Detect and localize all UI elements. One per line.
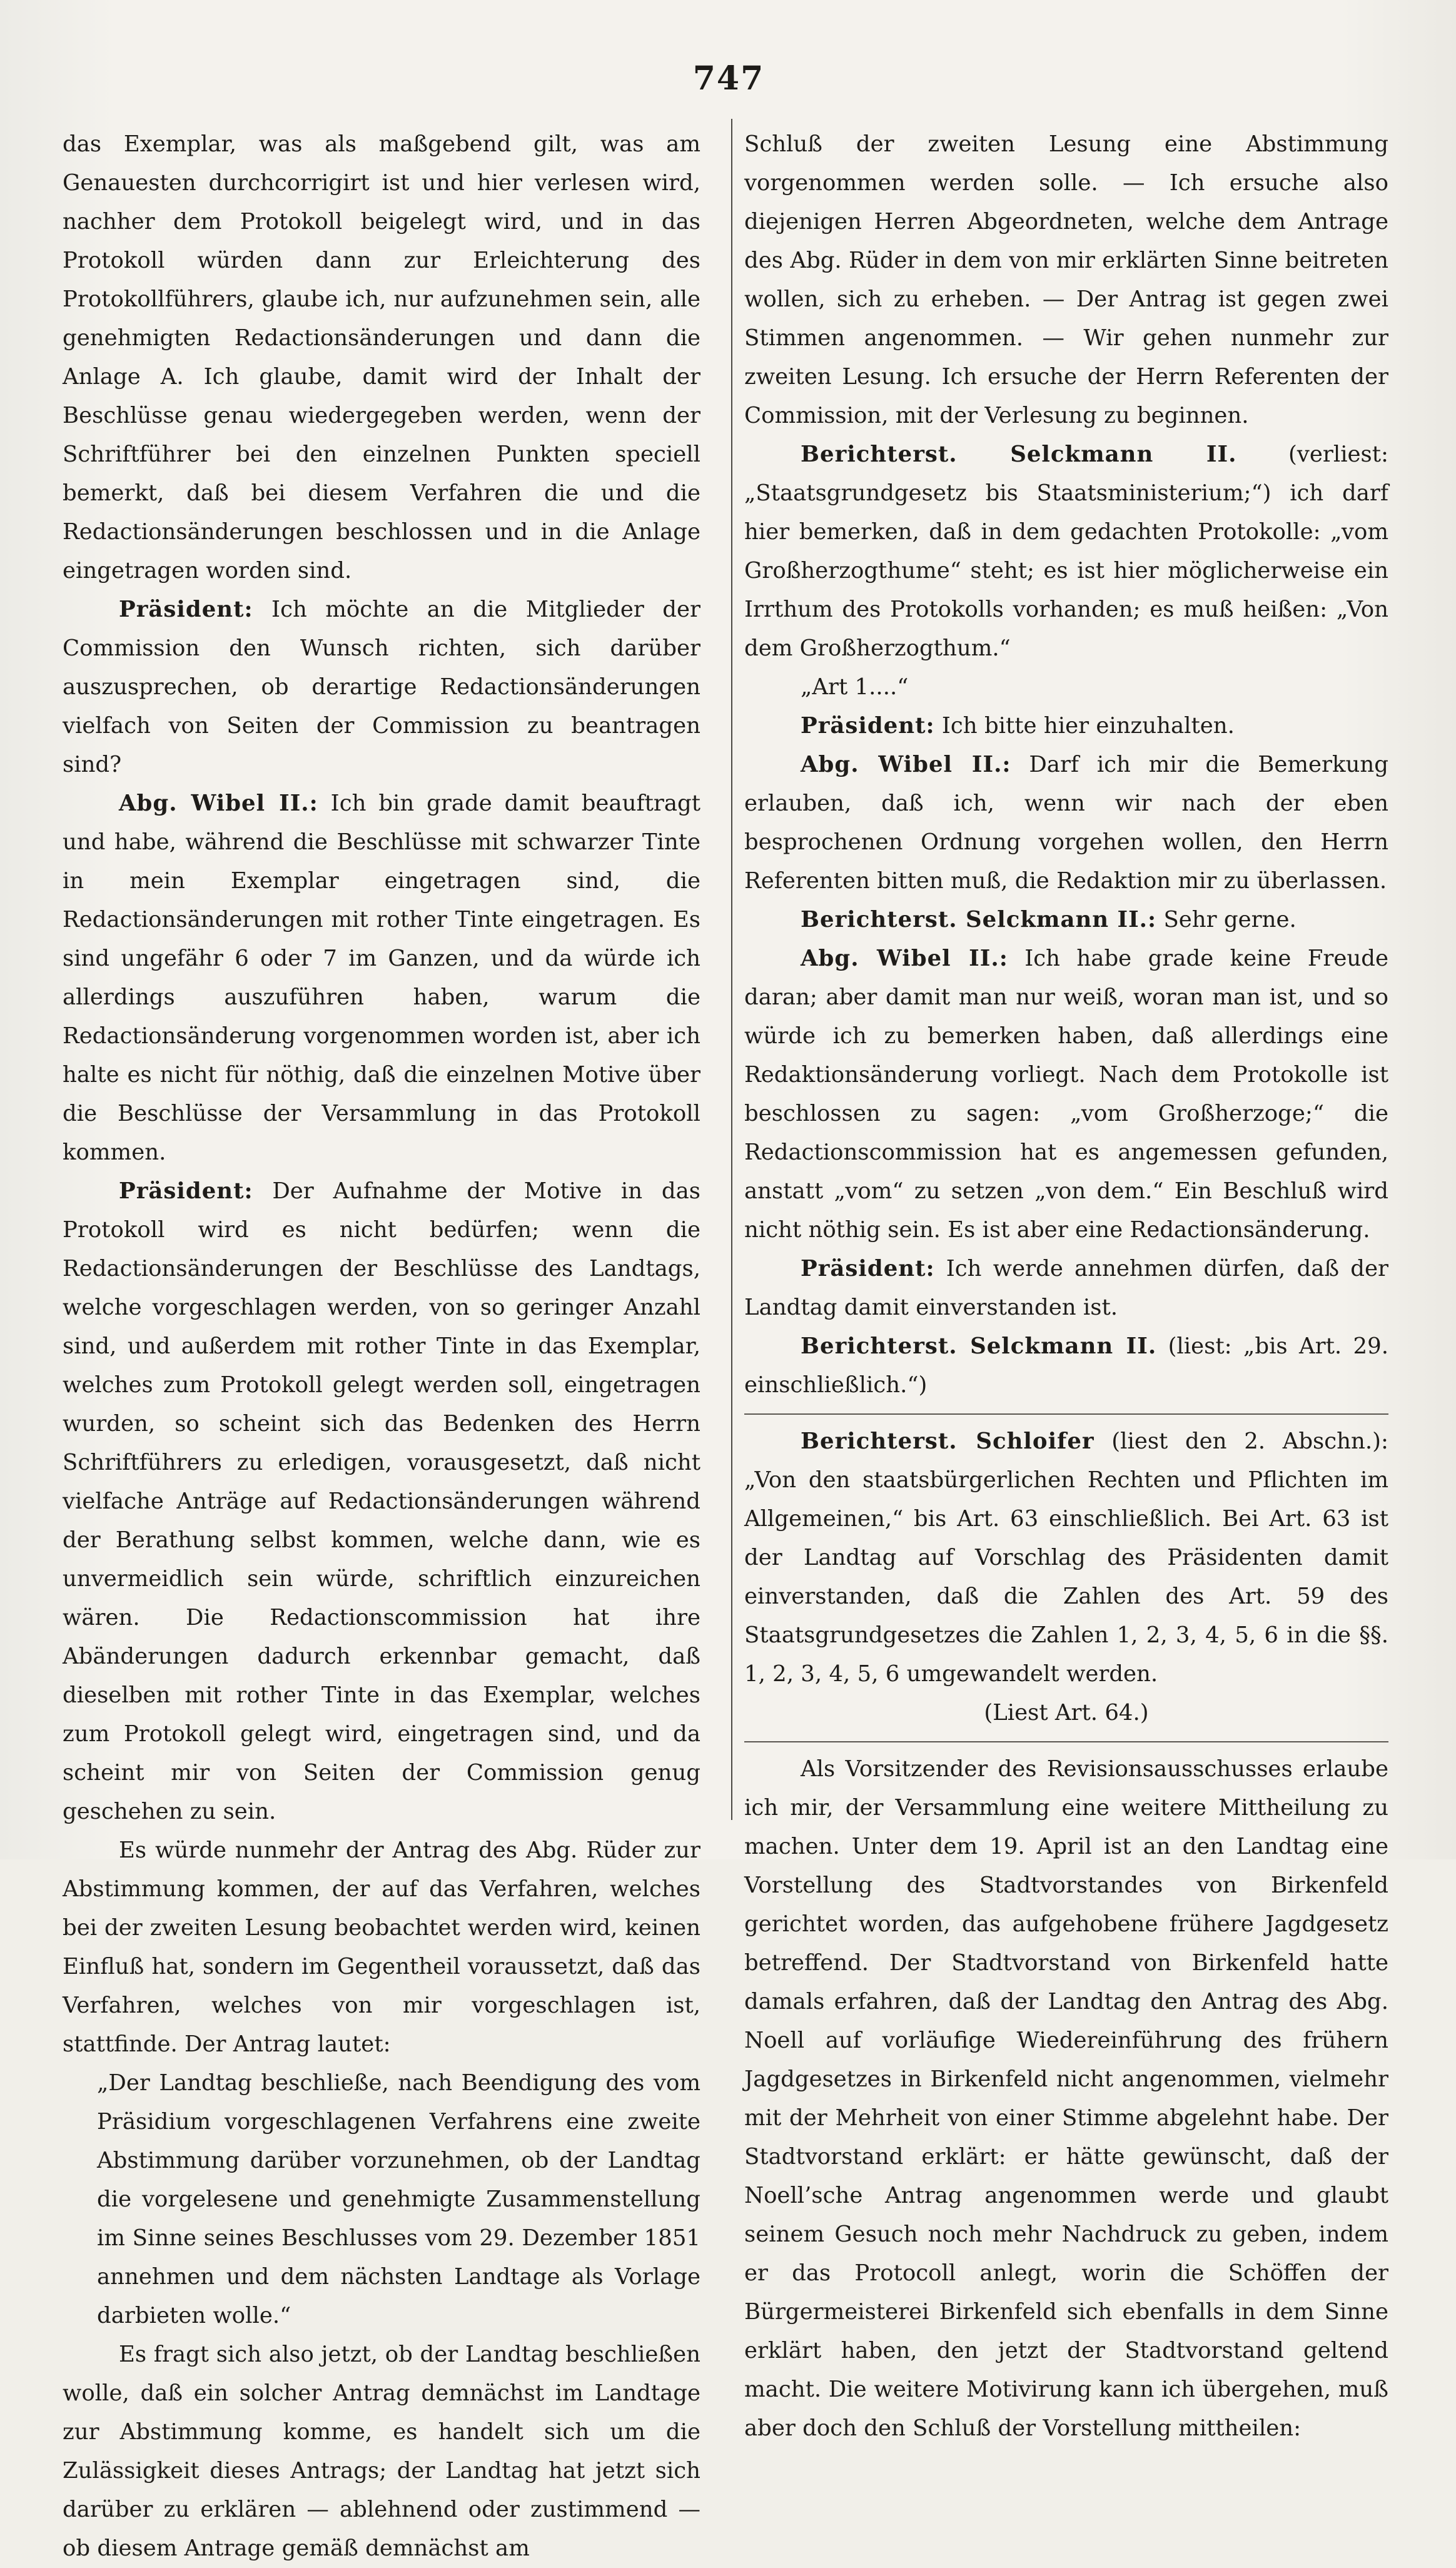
- speaker-label: Berichterst. Selckmann II.: [801, 442, 1237, 467]
- speaker-label: Berichterst. Schloifer: [801, 1428, 1095, 1454]
- column-divider: [731, 119, 732, 1820]
- paragraph: [744, 707, 1388, 746]
- paragraph-text: Ich habe grade keine Freude daran; aber damit man nur weiß, woran man ist, und so würde ich zu bemerken haben, daß allerdings eine Redaktionsänderung vorliegt. Nach dem Protokolle ist beschlossen zu sagen: „vom Großherzoge;“ die Redactionscommission hat es angemessen gefunden, anstatt „vom“ zu setzen „von dem.“ Ein Beschluß wird nicht nöthig sein. Es ist aber eine Redactionsänderung.: [744, 946, 1388, 1243]
- speaker-label: Präsident:: [801, 713, 935, 739]
- paragraph: [744, 901, 1388, 939]
- right-column: [744, 125, 1388, 2448]
- paragraph: [744, 1250, 1388, 1327]
- paragraph: [63, 125, 700, 590]
- paragraph-text: Ich möchte an die Mitglieder der Commission den Wunsch richten, sich darüber auszusprechen, ob derartige Redactionsänderungen vielfach von Seiten der Commission zu beantragen sind?: [63, 597, 700, 777]
- paragraph-text: Darf ich mir die Bemerkung erlauben, daß ich, wenn wir nach der eben besprochenen Ordnung vorgehen wollen, den Herrn Referenten bitten muß, die Redaktion mir zu überlassen.: [744, 752, 1388, 894]
- paragraph-text: Es würde nunmehr der Antrag des Abg. Rüder zur Abstimmung kommen, der auf das Verfahren, welches bei der zweiten Lesung beobachtet werden wird, keinen Einfluß hat, sondern im Gegentheil voraussetzt, daß das Verfahren, welches von mir vorgeschlagen ist, stattfinde. Der Antrag lautet:: [63, 1838, 700, 2057]
- paragraph-text: Es fragt sich also jetzt, ob der Landtag beschließen wolle, daß ein solcher Antrag demnächst im Landtage zur Abstimmung komme, es handelt sich um die Zulässigkeit dieses Antrags; der Landtag hat jetzt sich darüber zu erklären — ablehnend oder zustimmend — ob diesem Antrage gemäß demnächst am: [63, 2342, 700, 2561]
- section-rule: [744, 1741, 1388, 1742]
- paragraph-text: Der Aufnahme der Motive in das Protokoll wird es nicht bedürfen; wenn die Redactionsänderungen der Beschlüsse des Landtags, welche vorgeschlagen werden, von so geringer Anzahl sind, und außerdem mit rother Tinte in das Exemplar, welches zum Protokoll gelegt werden soll, eingetragen wurden, so scheint sich das Bedenken des Herrn Schriftführers zu erledigen, vorausgesetzt, daß nicht vielfache Anträge auf Redactionsänderungen während der Berathung selbst kommen, welche dann, wie es unvermeidlich sein würde, schriftlich einzureichen wären. Die Redactionscommission hat ihre Abänderungen dadurch erkennbar gemacht, daß dieselben mit rother Tinte in das Exemplar, welches zum Protokoll gelegt wird, eingetragen sind, und da scheint mir von Seiten der Commission genug geschehen zu sein.: [63, 1178, 700, 1824]
- paragraph: [744, 1750, 1388, 2448]
- paragraph-text: „Der Landtag beschließe, nach Beendigung des vom Präsidium vorgeschlagenen Verfahrens eine zweite Abstimmung darüber vorzunehmen, ob der Landtag die vorgelesene und genehmigte Zusammenstellung im Sinne seines Beschlusses vom 29. Dezember 1851 annehmen und dem nächsten Landtage als Vorlage darbieten wolle.“: [97, 2070, 700, 2328]
- paragraph: [744, 939, 1388, 1250]
- paragraph-text: Schluß der zweiten Lesung eine Abstimmung vorgenommen werden solle. — Ich ersuche also diejenigen Herren Abgeordneten, welche dem Antrage des Abg. Rüder in dem von mir erklärten Sinne beitreten wollen, sich zu erheben. — Der Antrag ist gegen zwei Stimmen angenommen. — Wir gehen nunmehr zur zweiten Lesung. Ich ersuche der Herrn Referenten der Commission, mit der Verlesung zu beginnen.: [744, 131, 1388, 428]
- speaker-label: Präsident:: [119, 597, 253, 622]
- speaker-label: Berichterst. Selckmann II.:: [801, 907, 1157, 933]
- speaker-label: Präsident:: [801, 1256, 935, 1281]
- paragraph: [744, 125, 1388, 435]
- paragraph-text: Als Vorsitzender des Revisionsausschusses erlaube ich mir, der Versammlung eine weitere Mittheilung zu machen. Unter dem 19. April ist an den Landtag eine Vorstellung des Stadtvorstandes von Birkenfeld gerichtet worden, das aufgehobene frühere Jagdgesetz betreffend. Der Stadtvorstand von Birkenfeld hatte damals erfahren, daß der Landtag den Antrag des Abg. Noell auf vorläufige Wiedereinführung des frühern Jagdgesetzes in Birkenfeld nicht angenommen, vielmehr mit der Mehrheit von einer Stimme abgelehnt habe. Der Stadtvorstand erklärt: er hätte gewünscht, daß der Noell’sche Antrag angenommen werde und glaubt seinem Gesuch noch mehr Nachdruck zu geben, indem er das Protocoll anlegt, worin die Schöffen der Bürgermeisterei Birkenfeld sich ebenfalls in dem Sinne erklärt haben, den jetzt der Stadtvorstand geltend macht. Die weitere Motivirung kann ich übergehen, muß aber doch den Schluß der Vorstellung mittheilen:: [744, 1756, 1388, 2441]
- paragraph-text: (Liest Art. 64.): [984, 1700, 1149, 1726]
- paragraph: [63, 2335, 700, 2568]
- stage-direction: [744, 1694, 1388, 1732]
- speaker-label: Abg. Wibel II.:: [119, 791, 318, 816]
- paragraph-text: Ich bitte hier einzuhalten.: [941, 713, 1235, 739]
- paragraph: [744, 1422, 1388, 1694]
- section-rule: [744, 1413, 1388, 1415]
- paragraph-text: Sehr gerne.: [1163, 907, 1297, 933]
- speaker-label: Abg. Wibel II.:: [801, 752, 1011, 777]
- paragraph-text: (verliest: „Staatsgrundgesetz bis Staatsministerium;“) ich darf hier bemerken, daß in dem gedachten Protokolle: „vom Großherzogthume“ steht; es ist hier möglicherweise ein Irrthum des Protokolls vorhanden; es muß heißen: „Von dem Großherzogthum.“: [744, 442, 1388, 661]
- speaker-label: Berichterst. Selckmann II.: [801, 1333, 1157, 1359]
- paragraph-text: Ich werde annehmen dürfen, daß der Landtag damit einverstanden ist.: [744, 1256, 1388, 1320]
- paragraph: [63, 1172, 700, 1831]
- paragraph: [744, 746, 1388, 901]
- paragraph: [63, 784, 700, 1172]
- paragraph: [744, 1327, 1388, 1405]
- paragraph: [63, 590, 700, 784]
- paragraph-text: „Art 1....“: [801, 674, 909, 700]
- left-column: [63, 125, 700, 2568]
- page-number: 747: [692, 59, 765, 98]
- speaker-label: Präsident:: [119, 1178, 253, 1204]
- quoted-motion: [97, 2064, 700, 2335]
- paragraph-text: Ich bin grade damit beauftragt und habe, während die Beschlüsse mit schwarzer Tinte in mein Exemplar eingetragen sind, die Redactionsänderungen mit rother Tinte eingetragen. Es sind ungefähr 6 oder 7 im Ganzen, und da würde ich allerdings auszuführen haben, warum die Redactionsänderung vorgenommen worden ist, aber ich halte es nicht für nöthig, daß die einzelnen Motive über die Beschlüsse der Versammlung in das Protokoll kommen.: [63, 791, 700, 1165]
- speaker-label: Abg. Wibel II.:: [801, 946, 1008, 971]
- paragraph-text: (liest: „bis Art. 29. einschließlich.“): [744, 1333, 1388, 1398]
- paragraph-text: (liest den 2. Abschn.): „Von den staatsbürgerlichen Rechten und Pflichten im Allgemeinen,“ bis Art. 63 einschließlich. Bei Art. 63 ist der Landtag auf Vorschlag des Präsidenten damit einverstanden, daß die Zahlen des Art. 59 des Staatsgrundgesetzes die Zahlen 1, 2, 3, 4, 5, 6 in die §§. 1, 2, 3, 4, 5, 6 umgewandelt werden.: [744, 1428, 1388, 1687]
- paragraph: [744, 668, 1388, 707]
- paragraph-text: das Exemplar, was als maßgebend gilt, was am Genauesten durchcorrigirt ist und hier verlesen wird, nachher dem Protokoll beigelegt wird, und in das Protokoll würden dann zur Erleichterung des Protokollführers, glaube ich, nur aufzunehmen sein, alle genehmigten Redactionsänderungen und dann die Anlage A. Ich glaube, damit wird der Inhalt der Beschlüsse genau wiedergegeben werden, wenn der Schriftführer bei den einzelnen Punkten speciell bemerkt, daß bei diesem Verfahren die und die Redactionsänderungen beschlossen und in die Anlage eingetragen worden sind.: [63, 131, 700, 584]
- paragraph: [63, 1831, 700, 2064]
- paragraph: [744, 435, 1388, 668]
